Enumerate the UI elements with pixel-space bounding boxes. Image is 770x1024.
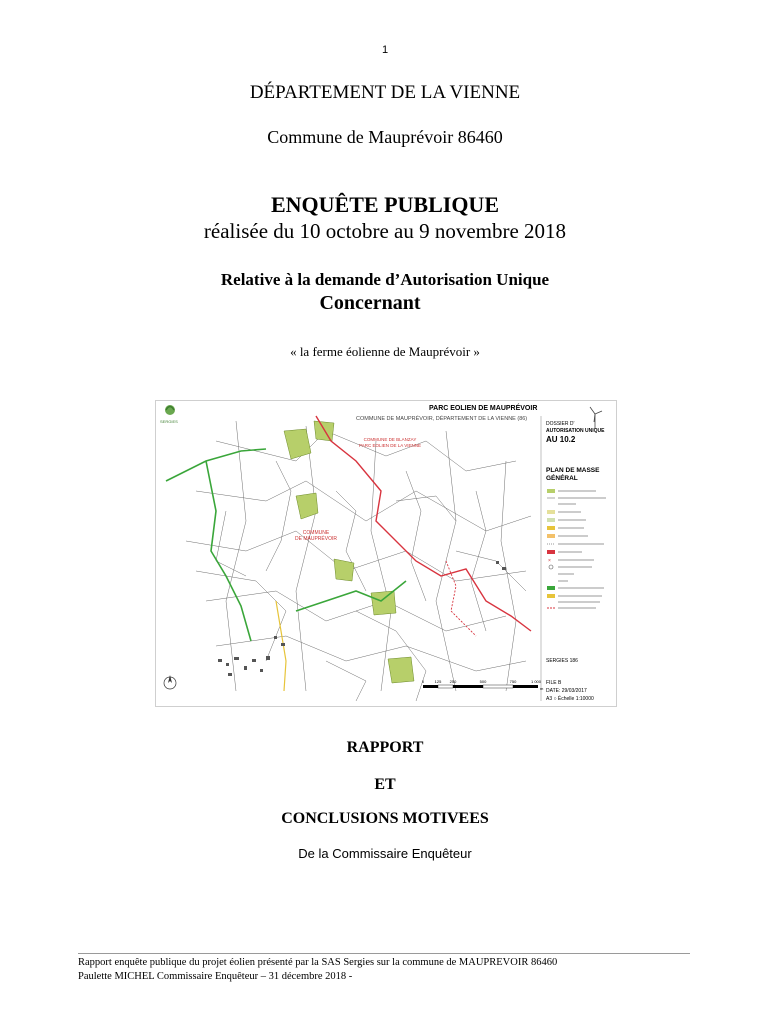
turbine-zones: [284, 421, 414, 683]
limit-label-1: COMMUNE DE BLANZAY: [363, 437, 417, 442]
concernant-line: Concernant: [319, 292, 421, 314]
subject-quote: « la ferme éolienne de Mauprévoir »: [290, 344, 480, 359]
au-reference: AU 10.2: [546, 435, 576, 444]
et-heading: ET: [374, 776, 396, 793]
format-label: A3 ○ Échelle 1:10000: [546, 696, 594, 702]
footer-line-1: Rapport enquête publique du projet éolien présenté par la SAS Sergies sur la commune de MAUPREVOIR 86460: [78, 957, 558, 968]
scale-tick: 750: [509, 679, 517, 684]
scale-tick: 250: [449, 679, 457, 684]
scale-tick: 125: [434, 679, 442, 684]
commissaire-line: De la Commissaire Enquêteur: [298, 846, 472, 861]
dossier-label: DOSSIER D': [546, 421, 575, 427]
sergies-ref: SERGIES 186: [546, 658, 578, 664]
north-arrow-icon: [164, 675, 176, 689]
inquiry-dates: réalisée du 10 octobre au 9 novembre 2018: [203, 219, 567, 243]
page-number: 1: [381, 44, 389, 56]
svg-text:×: ×: [548, 558, 551, 564]
map-header-subtitle: COMMUNE DE MAUPRÉVOIR, DÉPARTEMENT DE LA VIENNE (86): [356, 416, 528, 422]
footer-line-2: Paulette MICHEL Commissaire Enquêteur – 31 décembre 2018 -: [78, 971, 353, 982]
scale-bar: [422, 679, 544, 691]
date-label: DATE: 29/03/2017: [546, 688, 587, 694]
limit-label-2: PARC EOLIEN DE LA VIENNE: [359, 443, 421, 448]
commune-label-2: DE MAUPRÉVOIR: [295, 536, 337, 542]
plan-title-2: GÉNÉRAL: [546, 475, 578, 482]
logo-text: SERGIES: [160, 419, 178, 424]
conclusions-heading: CONCLUSIONS MOTIVEES: [281, 810, 489, 827]
map-header-title: PARC EOLIEN DE MAUPRÉVOIR: [429, 405, 538, 412]
wind-turbine-icon: [590, 407, 602, 429]
site-plan-map: [155, 400, 617, 707]
document-title: ENQUÊTE PUBLIQUE: [271, 192, 499, 217]
dossier-label-2: AUTORISATION UNIQUE: [546, 428, 605, 434]
footer-divider: [78, 953, 690, 954]
scale-tick: 500: [479, 679, 487, 684]
commune-label-1: COMMUNE: [302, 530, 330, 536]
red-road: [316, 416, 531, 631]
scale-tick: 1 000: [530, 679, 542, 684]
commune-heading: Commune de Mauprévoir 86460: [267, 127, 503, 147]
village-buildings: [218, 561, 506, 676]
file-label: FILE B: [546, 680, 562, 686]
department-heading: DÉPARTEMENT DE LA VIENNE: [249, 82, 521, 103]
map-legend: [547, 489, 606, 608]
plan-title-1: PLAN DE MASSE: [546, 467, 600, 474]
sergies-logo: [160, 405, 178, 424]
rapport-heading: RAPPORT: [346, 739, 424, 756]
scale-tick: 0: [421, 679, 425, 684]
scale-unit: m: [540, 686, 544, 691]
relative-line: Relative à la demande d’Autorisation Unique: [220, 270, 550, 289]
